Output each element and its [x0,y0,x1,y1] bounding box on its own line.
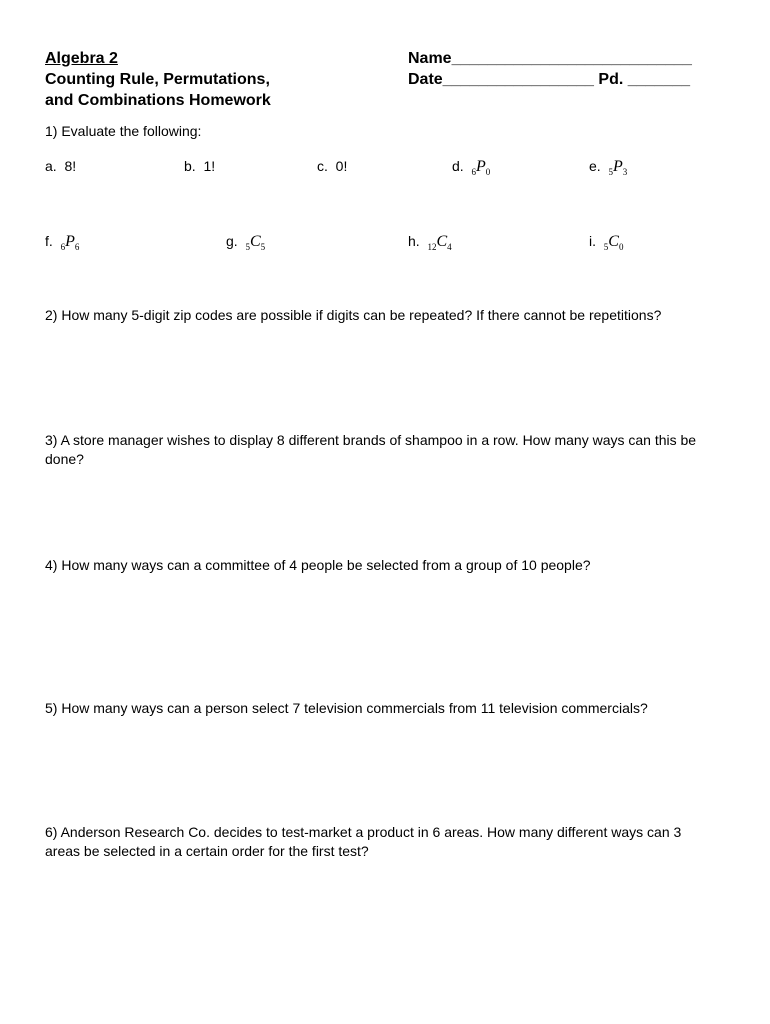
combination-notation: $_5C_5$ [245,233,266,252]
part-g [226,232,265,257]
part-label: d. [452,158,464,174]
worksheet-title-line2: and Combinations Homework [45,92,271,109]
question-6: 6) Anderson Research Co. decides to test-market a product in 6 areas. How many different ways can 3 areas be selected in a certain order for the first test? [45,824,682,859]
part-label: a. [45,158,57,174]
worksheet-title-line1: Counting Rule, Permutations, [45,71,270,88]
combination-notation: $_5C_0$ [603,233,624,252]
permutation-notation: $_6P_0$ [471,158,491,177]
part-i [589,232,623,257]
permutation-notation: $_5P_3$ [608,158,628,177]
question-2: 2) How many 5-digit zip codes are possible if digits can be repeated? If there cannot be repetitions? [45,307,662,323]
question-5: 5) How many ways can a person select 7 television commercials from 11 television commercials? [45,700,648,716]
part-label: c. [317,158,328,174]
part-h [408,232,452,257]
part-expression: 0! [335,158,348,174]
part-label: e. [589,158,601,174]
permutation-notation: $_6P_6$ [60,233,80,252]
part-e [589,157,627,182]
question-3: 3) A store manager wishes to display 8 different brands of shampoo in a row. How many ways can this be done? [45,432,697,467]
part-c [317,157,347,176]
part-label: g. [226,233,238,249]
part-d [452,157,490,182]
part-b [184,157,215,176]
date-period-field: Date_________________ Pd. _______ [408,71,691,88]
question-4: 4) How many ways can a committee of 4 people be selected from a group of 10 people? [45,557,591,573]
part-expression: 8! [64,158,77,174]
part-label: i. [589,233,596,249]
part-label: b. [184,158,196,174]
part-expression: 1! [203,158,216,174]
combination-notation: $_{12}C_4$ [427,233,452,252]
part-label: h. [408,233,420,249]
part-f [45,232,79,257]
question-1-prompt: 1) Evaluate the following: [45,123,202,139]
part-a [45,157,76,176]
part-label: f. [45,233,53,249]
name-field: Name___________________________ [408,50,692,67]
course-title: Algebra 2 [45,50,118,67]
